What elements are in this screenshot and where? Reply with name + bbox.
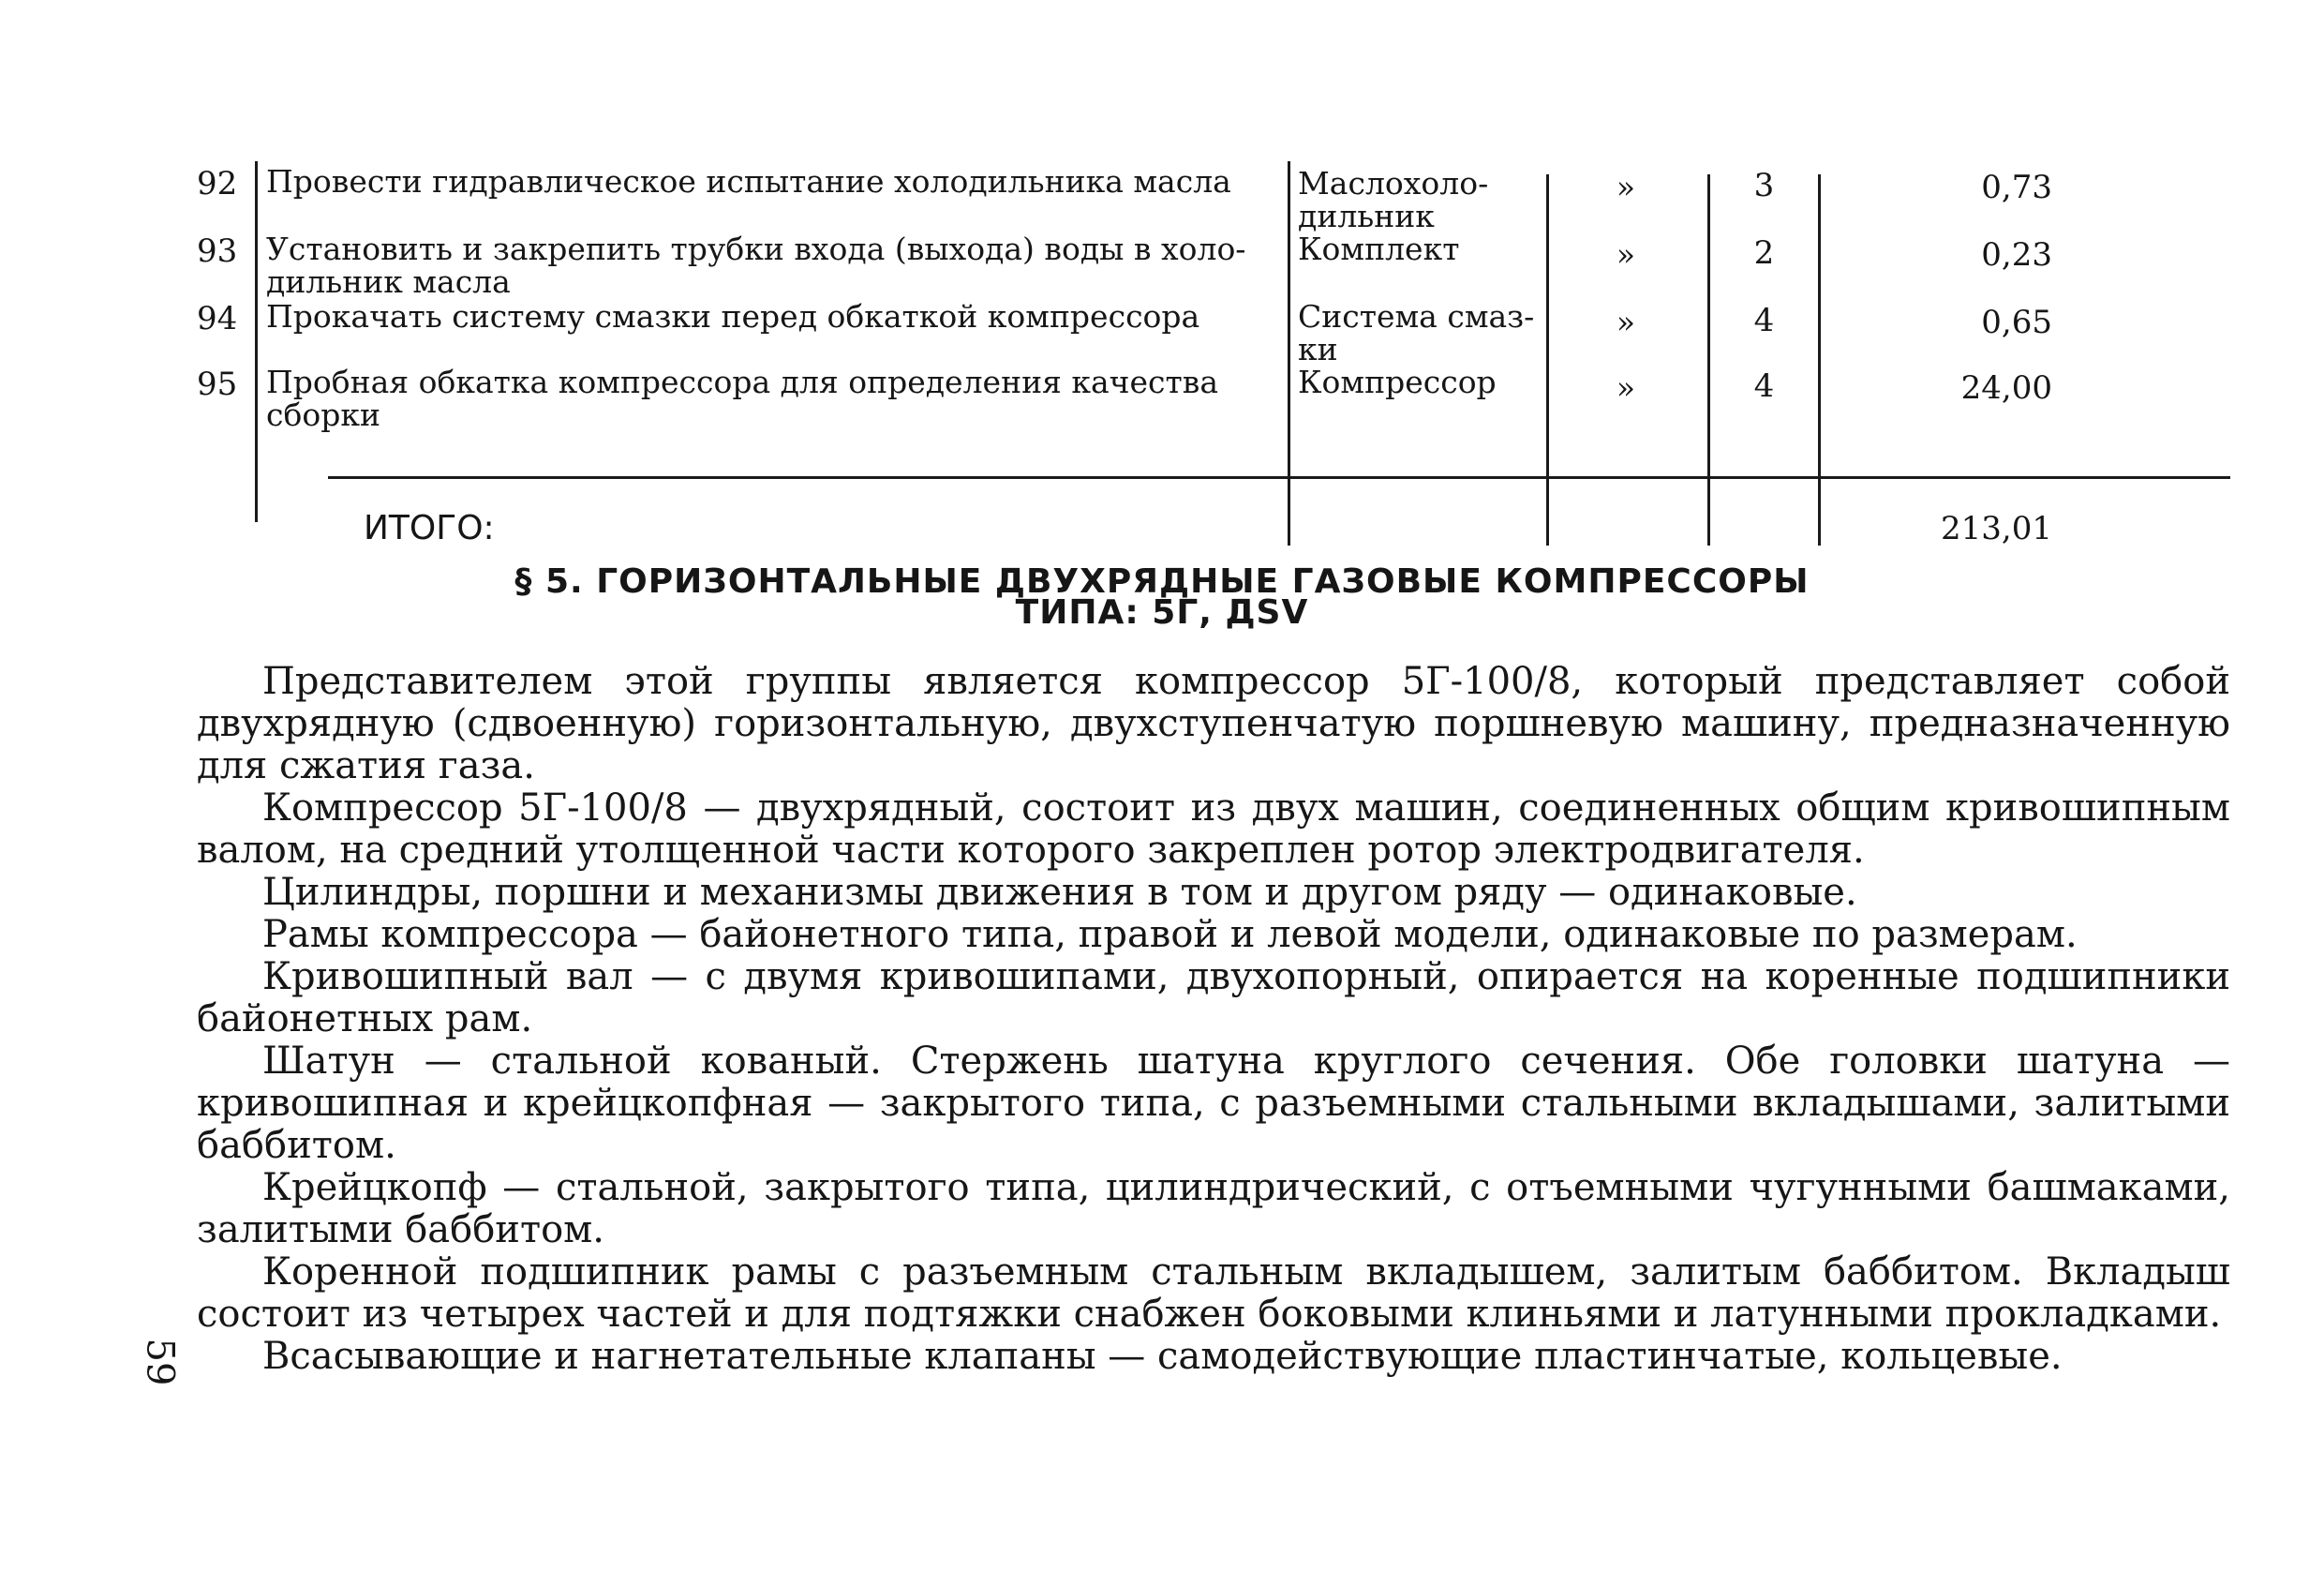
row-number: 93 [197,232,238,270]
object-name: Компрессор [1298,364,1497,400]
time-value: 0,65 [1981,304,2052,341]
paragraph: Крейцкопф — стальной, закрытого типа, цилиндрический, с отъемными чугунными башмаками, залитыми баббитом. [197,1166,2230,1251]
unit-ditto: » [1616,304,1636,340]
section-title-line2: ТИПА: 5Г, ДSV [1015,593,1309,632]
object-name: Комплект [1298,231,1460,267]
count-value: 3 [1753,167,1775,204]
unit-ditto: » [1616,169,1636,205]
row-number: 95 [197,366,238,403]
time-value: 24,00 [1960,369,2052,407]
paragraph: Кривошипный вал — с двумя кривошипами, двухопорный, опирается на коренные подшипники байонетных рам. [197,955,2230,1040]
count-value: 4 [1753,367,1775,405]
work-description: Прокачать систему смазки перед обкаткой компрессора [266,298,1200,335]
table-col-divider-time [1818,174,1821,546]
table-col-divider-object [1288,161,1290,546]
table-total-separator [328,476,2230,479]
time-value: 0,73 [1981,169,2052,206]
count-value: 2 [1753,234,1775,272]
paragraph: Рамы компрессора — байонетного типа, правой и левой модели, одинаковые по размерам. [262,913,2078,956]
unit-ditto: » [1616,236,1636,273]
total-label: ИТОГО: [364,509,495,547]
row-number: 92 [197,165,238,202]
table-col-divider-count [1707,174,1710,546]
object-name: Маслохоло- дильник [1298,165,1489,234]
time-value: 0,23 [1981,236,2052,274]
count-value: 4 [1753,302,1775,339]
work-description: Пробная обкатка компрессора для определения качества сборки [266,364,1219,433]
paragraph: Цилиндры, поршни и механизмы движения в том и другом ряду — одинаковые. [262,871,1857,914]
row-number: 94 [197,300,238,337]
paragraph: Шатун — стальной кованый. Стержень шатуна круглого сечения. Обе головки шатуна — кривошипная и крейцкопфная — закрытого типа, с разъемными стальными вкладышами, залитыми баббитом. [197,1040,2230,1167]
paragraph: Коренной подшипник рамы с разъемным стальным вкладышем, залитым баббитом. Вкладыш состоит из четырех частей и для подтяжки снабжен боковыми клиньями и латунными прокладками. [197,1250,2230,1336]
work-description: Провести гидравлическое испытание холодильника масла [266,163,1231,200]
paragraph: Всасывающие и нагнетательные клапаны — самодействующие пластинчатые, кольцевые. [262,1335,2063,1378]
page-number: 59 [138,1338,182,1386]
paragraph: Представителем этой группы является компрессор 5Г-100/8, который представляет собой двухрядную (сдвоенную) горизонтальную, двухступенчатую поршневую машину, предназначенную для сжатия газа. [197,660,2230,787]
unit-ditto: » [1616,369,1636,406]
section-title-line1: § 5. ГОРИЗОНТАЛЬНЫЕ ДВУХРЯДНЫЕ ГАЗОВЫЕ КОМПРЕССОРЫ [514,562,1810,601]
table-left-border [255,161,258,522]
total-value: 213,01 [1941,510,2052,547]
table-col-divider-unit [1546,174,1549,546]
paragraph: Компрессор 5Г-100/8 — двухрядный, состоит из двух машин, соединенных общим кривошипным валом, на средний утолщенной части которого закреплен ротор электродвигателя. [197,786,2230,872]
work-description: Установить и закрепить трубки входа (выхода) воды в холо- дильник масла [266,231,1246,300]
object-name: Система смаз- ки [1298,298,1535,367]
